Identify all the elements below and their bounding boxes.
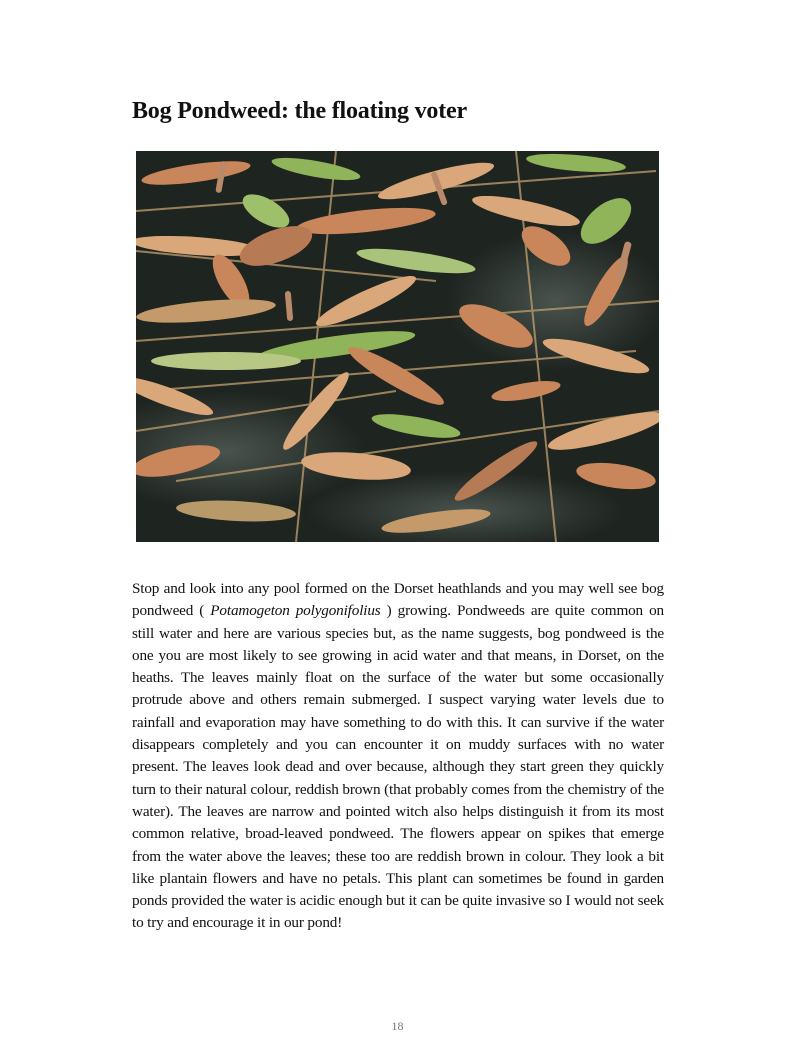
paragraph-intro: Stop and look into any pool formed on the Dorset heathlands and you may well see bog pondweed ( — [132, 580, 664, 620]
page-title: Bog Pondweed: the floating voter — [132, 98, 467, 124]
paragraph-rest: ) growing. Pondweeds are quite common on still water and here are various species but, as the name suggests, bog pondweed is the one you are most likely to see growing in acid water and that means, in Dorset, on the heaths. The leaves mainly float on the surface of the water but some occasionally protrude above and others remain submerged. I suspect varying water levels due to rainfall and evaporation may have something to do with this. It can survive if the water disappears completely and you can encounter it on muddy surfaces with no water present. The leaves look dead and over because, although they start green they quickly turn to their natural colour, reddish brown (that probably comes from the chemistry of the water). The leaves are narrow and pointed witch also helps distinguish it from its most common relative, broad-leaved pondweed. The flowers appear on spikes that emerge from the water above the leaves; these too are reddish brown in colour. They look a bit like plantain flowers and have no petals. This plant can sometimes be found in garden ponds provided the water is acidic enough but it can be quite invasive so I would not seek to try and encourage it in our pond! — [132, 602, 664, 932]
pondweed-photo-illustration — [136, 151, 659, 542]
pondweed-photo — [136, 151, 659, 542]
article-paragraph — [132, 578, 664, 935]
species-name: Potamogeton polygonifolius — [204, 602, 387, 620]
page-number: 18 — [391, 1019, 404, 1033]
